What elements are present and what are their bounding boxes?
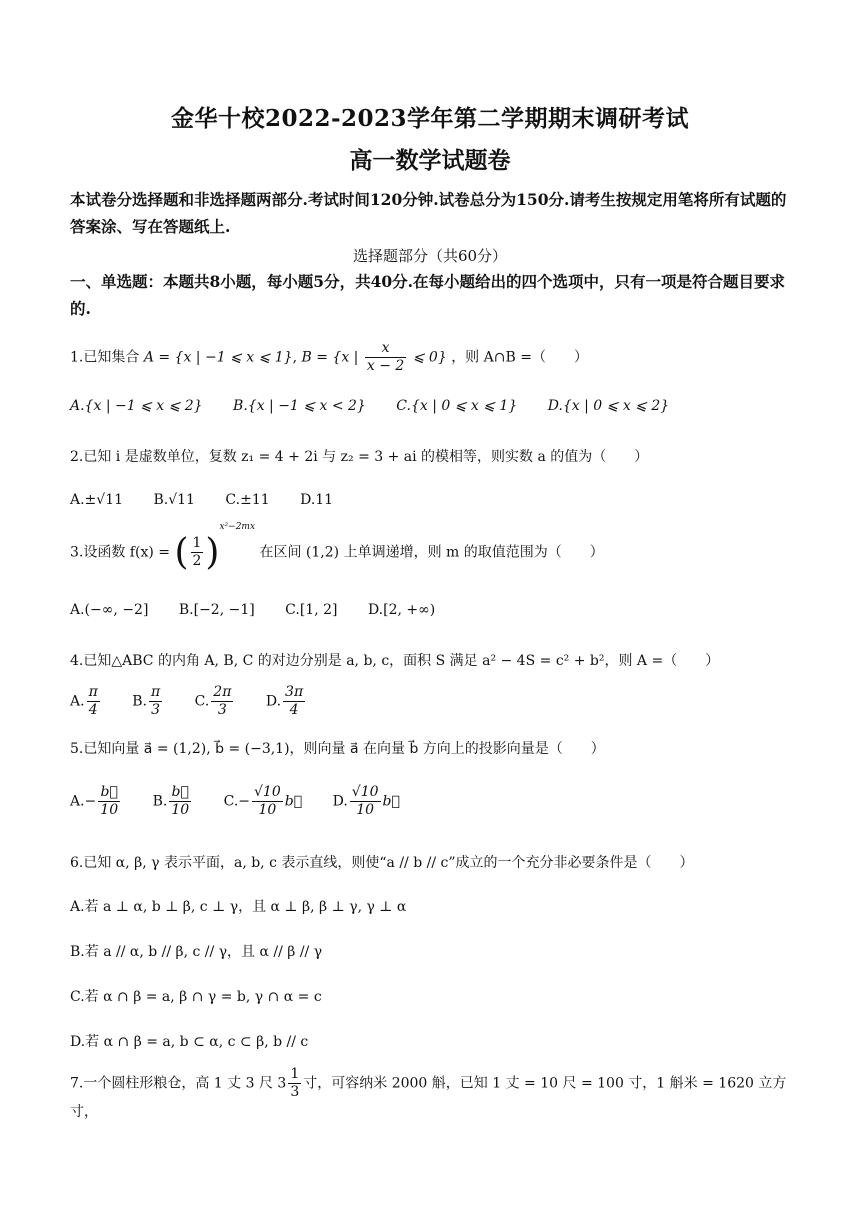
q5-option-c bbox=[224, 784, 303, 819]
q6-option-c: C.若 α ∩ β = a, β ∩ γ = b, γ ∩ α = c bbox=[70, 989, 322, 1005]
q7-suffix: 寸，可容纳米 2000 斛，已知 1 丈 = 10 尺 = 100 寸，1 斛米 = 1620 立方寸， bbox=[70, 1075, 787, 1120]
q4-option-d bbox=[266, 684, 307, 719]
q1-option-a: A.{x | −1 ⩽ x ⩽ 2} bbox=[70, 398, 203, 414]
q1-prefix: 1.已知集合 bbox=[70, 349, 140, 366]
q5-a-frac bbox=[98, 784, 120, 819]
question-2-stem: 2.已知 i 是虚数单位，复数 z₁ = 4 + 2i 与 z₂ = 3 + ai 的模相等，则实数 a 的值为（ ） bbox=[70, 449, 649, 465]
q5-b-label: B. bbox=[152, 793, 168, 810]
q4-d-label: D. bbox=[265, 693, 282, 710]
q3-paren-right: ) bbox=[205, 532, 220, 573]
section-title: 选择题部分（共60分） bbox=[352, 247, 508, 265]
q4-b-num: π bbox=[150, 684, 161, 700]
q3-option-a: A.(−∞, −2] bbox=[70, 602, 149, 618]
q3-exponent: x²−2mx bbox=[219, 521, 256, 532]
q3-suffix: 在区间 (1,2) 上单调递增，则 m 的取值范围为（ ） bbox=[259, 544, 604, 561]
q4-a-frac bbox=[87, 684, 100, 719]
q4-c-frac bbox=[211, 684, 233, 719]
q5-d-num: √10 bbox=[351, 784, 379, 800]
q7-mixed-fraction bbox=[288, 1066, 301, 1101]
q4-option-a bbox=[70, 684, 102, 719]
q5-a-num: b⃗ bbox=[98, 784, 120, 802]
exam-intro: 本试卷分选择题和非选择题两部分.考试时间120分钟.试卷总分为150分.请考生按规定用笔将所有试题的答案涂、写在答题纸上. bbox=[70, 190, 787, 236]
q3-option-c: C.[1, 2] bbox=[285, 602, 338, 618]
question-5-options bbox=[70, 784, 800, 819]
exam-subtitle: 高一数学试题卷 bbox=[349, 147, 511, 174]
q4-a-den: 4 bbox=[88, 702, 98, 718]
q5-option-b bbox=[153, 784, 194, 819]
q5-b-frac bbox=[169, 784, 191, 819]
q5-option-a bbox=[70, 784, 122, 819]
q1-set-b-fraction bbox=[365, 340, 406, 375]
q3-prefix: 3.设函数 f(x) = bbox=[70, 544, 170, 561]
q2-option-c: C.±11 bbox=[225, 492, 270, 508]
q2-option-b: B.√11 bbox=[153, 492, 195, 508]
q1-option-d: D.{x | 0 ⩽ x ⩽ 2} bbox=[547, 398, 670, 414]
q5-c-tail: b⃗ bbox=[284, 793, 303, 810]
q3-base-fraction bbox=[191, 535, 204, 570]
q5-d-den: 10 bbox=[356, 802, 375, 818]
q4-c-den: 3 bbox=[217, 702, 227, 718]
question-1-options bbox=[70, 398, 800, 414]
q1-option-b: B.{x | −1 ⩽ x < 2} bbox=[233, 398, 366, 414]
section-instruction: 一、单选题：本题共8小题，每小题5分，共40分.在每小题给出的四个选项中，只有一项是符合题目要求的. bbox=[70, 272, 786, 318]
q5-c-num: √10 bbox=[254, 784, 281, 800]
q3-option-d: D.[2, +∞) bbox=[367, 602, 436, 618]
q4-a-num: π bbox=[88, 684, 98, 700]
q4-b-den: 3 bbox=[151, 702, 161, 718]
q1-frac-den: x − 2 bbox=[366, 358, 405, 374]
q4-a-label: A. bbox=[70, 693, 85, 710]
q5-d-frac bbox=[350, 784, 381, 819]
q1-option-c: C.{x | 0 ⩽ x ⩽ 1} bbox=[396, 398, 518, 414]
q4-d-frac bbox=[283, 684, 305, 719]
q4-option-c bbox=[195, 684, 236, 719]
q2-option-a: A.±√11 bbox=[70, 492, 124, 508]
q5-a-label: A.− bbox=[70, 793, 97, 810]
q5-c-den: 10 bbox=[258, 802, 277, 818]
q1-suffix: ，则 A∩B =（ ） bbox=[451, 349, 588, 366]
q4-c-label: C. bbox=[194, 693, 210, 710]
question-7-stem bbox=[70, 1066, 800, 1121]
q5-c-label: C.− bbox=[223, 793, 251, 810]
q3-paren-left: ( bbox=[174, 532, 189, 573]
question-3-stem bbox=[70, 521, 800, 573]
question-1-stem: 1.已知集合 A = {x | −1 ⩽ x ⩽ 1}, B = {x | $\frac{x}{x - 2}$ ⩽ 0} ，则 A∩B =（ ） bbox=[70, 340, 588, 374]
q5-d-tail: b⃗ bbox=[382, 793, 400, 810]
exam-title: 金华十校2022-2023学年第二学期期末调研考试 bbox=[170, 105, 690, 132]
q1-frac-num: x bbox=[365, 340, 406, 358]
q5-option-d bbox=[333, 784, 400, 819]
q3-frac-den: 2 bbox=[192, 553, 202, 569]
question-4-stem: 4.已知△ABC 的内角 A, B, C 的对边分别是 a, b, c，面积 S 满足 a² − 4S = c² + b²，则 A =（ ） bbox=[70, 653, 720, 669]
q3-option-b: B.[−2, −1] bbox=[178, 602, 255, 618]
q4-d-num: 3π bbox=[285, 684, 304, 700]
q3-frac-num: 1 bbox=[192, 535, 202, 551]
q4-b-label: B. bbox=[132, 693, 147, 710]
q4-option-b bbox=[132, 684, 164, 719]
q1-set-b-right: ⩽ 0} bbox=[412, 349, 447, 366]
q7-frac-den: 3 bbox=[290, 1084, 300, 1100]
q4-b-frac bbox=[149, 684, 162, 719]
q5-c-frac bbox=[252, 784, 283, 819]
question-6-stem: 6.已知 α, β, γ 表示平面，a, b, c 表示直线，则使“a // b // c”成立的一个充分非必要条件是（ ） bbox=[70, 855, 694, 871]
q1-set-a: A = {x | −1 ⩽ x ⩽ 1} bbox=[143, 349, 293, 366]
question-3-options bbox=[70, 602, 800, 618]
q4-d-den: 4 bbox=[289, 702, 299, 718]
q6-option-b: B.若 a // α, b // β, c // γ，且 α // β // γ bbox=[70, 944, 323, 960]
q5-a-den: 10 bbox=[100, 802, 119, 818]
q6-option-a: A.若 a ⊥ α, b ⊥ β, c ⊥ γ，且 α ⊥ β, β ⊥ γ, γ ⊥ α bbox=[70, 899, 407, 915]
question-5-stem: 5.已知向量 a⃗ = (1,2), b⃗ = (−3,1)，则向量 a⃗ 在向量 b⃗ 方向上的投影向量是（ ） bbox=[70, 741, 605, 757]
q5-d-label: D. bbox=[332, 793, 348, 810]
exam-page bbox=[70, 96, 790, 322]
q1-set-b-left: B = {x | bbox=[301, 349, 359, 366]
question-2-options bbox=[70, 492, 800, 508]
q7-prefix: 7.一个圆柱形粮仓，高 1 丈 3 尺 3 bbox=[70, 1075, 287, 1092]
q2-option-d: D.11 bbox=[300, 492, 334, 508]
question-4-options bbox=[70, 684, 800, 719]
q4-c-num: 2π bbox=[213, 684, 232, 700]
q7-frac-num: 1 bbox=[290, 1066, 300, 1082]
q5-b-num: b⃗ bbox=[169, 784, 191, 802]
q6-option-d: D.若 α ∩ β = a, b ⊂ α, c ⊂ β, b // c bbox=[70, 1034, 309, 1050]
q5-b-den: 10 bbox=[171, 802, 190, 818]
